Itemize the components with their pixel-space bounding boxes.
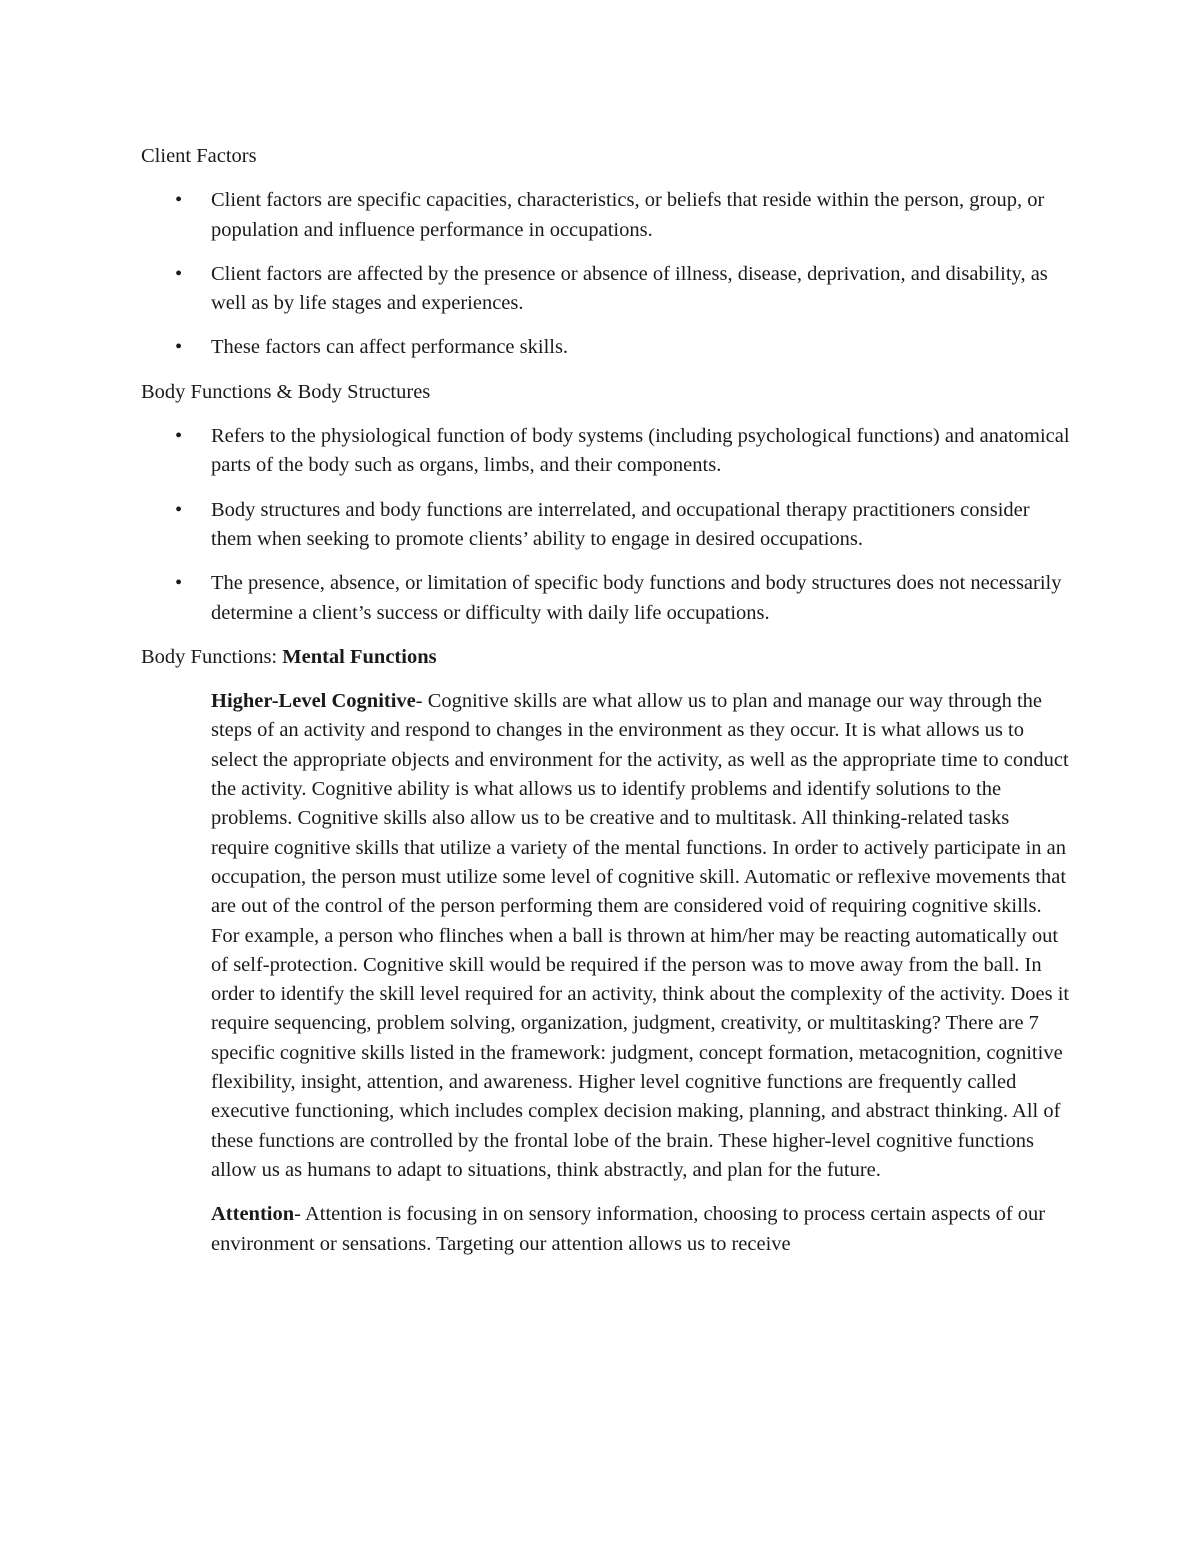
- term-separator: -: [415, 690, 428, 713]
- bullet-icon: •: [175, 498, 183, 521]
- list-item-text: Body structures and body functions are interrelated, and occupational therapy practitioners consider them when seeking to promote clients’ ability to engage in desired occupations.: [211, 498, 1030, 550]
- paragraph-text: Attention is focusing in on sensory information, choosing to process certain aspects of our environment or sensations. Targeting our attention allows us to receive: [211, 1203, 1046, 1255]
- section-heading-mental-functions: [141, 643, 1071, 672]
- list-item: [141, 186, 1071, 245]
- list-item-text: Refers to the physiological function of body systems (including psychological functions) and anatomical parts of the body such as organs, limbs, and their components.: [211, 425, 1070, 477]
- list-item: [141, 422, 1071, 481]
- list-item-text: These factors can affect performance skills.: [211, 336, 569, 359]
- bullet-icon: •: [175, 336, 183, 359]
- section-heading-client-factors: Client Factors: [141, 145, 257, 167]
- bullet-icon: •: [175, 189, 183, 212]
- term-label: Attention: [211, 1203, 295, 1226]
- bullet-icon: •: [175, 262, 183, 285]
- paragraph-higher-level-cognitive: [211, 687, 1071, 1185]
- body-functions-structures-list: [141, 422, 1071, 628]
- term-label: Higher-Level Cognitive: [211, 690, 416, 713]
- section-heading-body-functions-structures: Body Functions & Body Structures: [141, 380, 431, 403]
- bullet-icon: •: [175, 425, 183, 448]
- heading-bold: Mental Functions: [282, 645, 437, 668]
- heading-prefix: Body Functions:: [141, 645, 283, 668]
- list-item-text: Client factors are affected by the presence or absence of illness, disease, deprivation, and disability, as well as by life stages and experiences.: [211, 262, 1048, 315]
- document-page: [141, 142, 1071, 1274]
- list-item: [141, 496, 1071, 555]
- paragraph-text: Cognitive skills are what allow us to plan and manage our way through the steps of an activity and respond to changes in the environment as they occur. It is what allows us to select the appropriate objects and environment for the activity, as well as the appropriate time to conduct the activity. Cognitive ability is what allows us to identify problems and identify solutions to the problems. Cognitive skills also allow us to be creative and to multitask. All thinking-related tasks require cognitive skills that utilize a variety of the mental functions. In order to actively participate in an occupation, the person must utilize some level of cognitive skill. Automatic or reflexive movements that are out of the control of the person performing them are considered void of requiring cognitive skills. For example, a person who flinches when a ball is thrown at him/her may be reacting automatically out of self-protection. Cognitive skill would be required if the person was to move away from the ball. In order to identify the skill level required for an activity, think about the complexity of the activity. Does it require sequencing, problem solving, organization, judgment, creativity, or multitasking? There are 7 specific cognitive skills listed in the framework: judgment, concept formation, metacognition, cognitive flexibility, insight, attention, and awareness. Higher level cognitive functions are frequently called executive functioning, which includes complex decision making, planning, and abstract thinking. All of these functions are controlled by the frontal lobe of the brain. These higher-level cognitive functions allow us as humans to adapt to situations, think abstractly, and plan for the future.: [211, 690, 1070, 1181]
- term-separator: -: [294, 1203, 305, 1226]
- paragraph-attention: [211, 1200, 1071, 1259]
- list-item: [141, 260, 1071, 319]
- list-item: [141, 569, 1071, 628]
- list-item-text: Client factors are specific capacities, characteristics, or beliefs that reside within the person, group, or population and influence performance in occupations.: [211, 189, 1045, 241]
- list-item: [141, 333, 1071, 362]
- list-item-text: The presence, absence, or limitation of specific body functions and body structures does not necessarily determine a client’s success or difficulty with daily life occupations.: [211, 572, 1062, 624]
- client-factors-list: [141, 186, 1071, 362]
- bullet-icon: •: [175, 572, 183, 595]
